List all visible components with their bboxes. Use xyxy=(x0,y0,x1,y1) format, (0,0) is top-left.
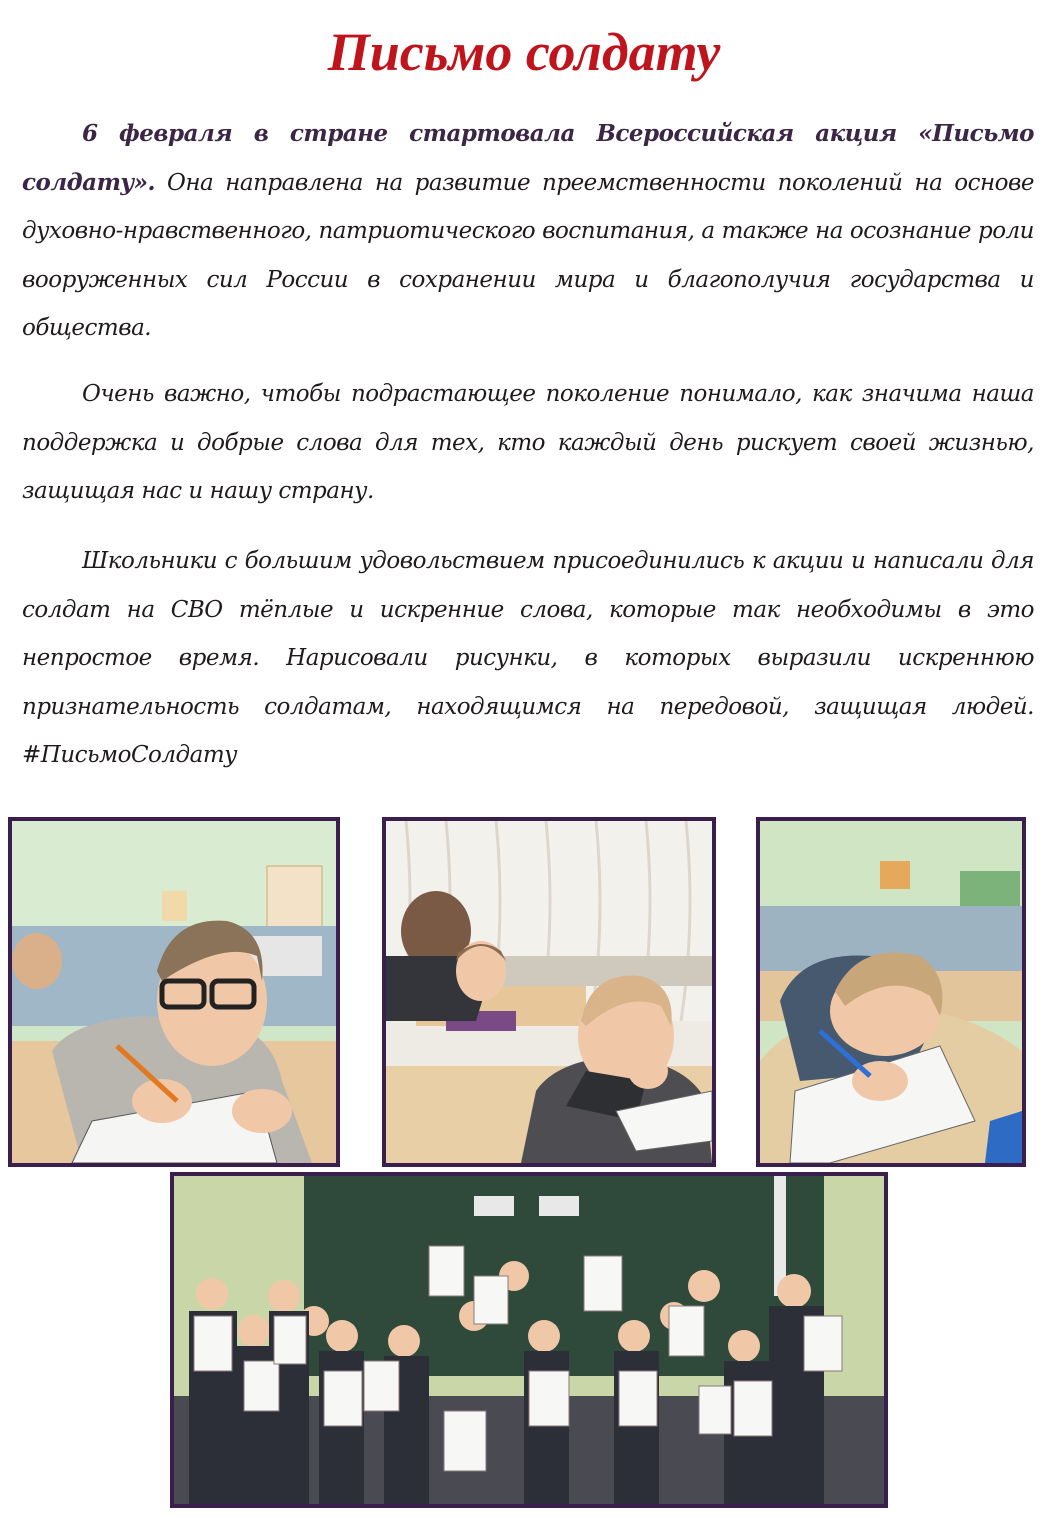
paragraph-importance: Очень важно, чтобы подрастающее поколение понимало, как значима наша поддержка и добрые слова для тех, кто каждый день рискует своей жизнью, защищая нас и нашу страну. xyxy=(22,381,1034,504)
photo-boy-by-window xyxy=(382,817,716,1167)
paragraph-intro xyxy=(22,110,1034,353)
paragraph-schoolchildren: Школьники с большим удовольствием присоединились к акции и написали для солдат на СВО тёплые и искренние слова, которые так необходимы в это непростое время. Нарисовали рисунки, в которых выразили искреннюю признательность солдатам, находящимся на передовой, защищая людей. #ПисьмоСолдату xyxy=(22,548,1034,768)
photo-boy-leaning xyxy=(756,817,1026,1167)
page-title: Письмо солдату xyxy=(327,22,721,82)
photo-group-with-letters xyxy=(170,1172,888,1508)
paragraph-intro-rest: Она направлена на развитие преемственности поколений на основе духовно-нравственного, патриотического воспитания, а также на осознание роли вооруженных сил России в сохранении мира и благополучия государства и общества. xyxy=(22,169,1034,341)
photo-boy-glasses-writing xyxy=(8,817,340,1167)
paragraph-intro-lead: 6 февраля в стране стартовала Всероссийская акция «Письмо солдату». xyxy=(22,120,1034,196)
